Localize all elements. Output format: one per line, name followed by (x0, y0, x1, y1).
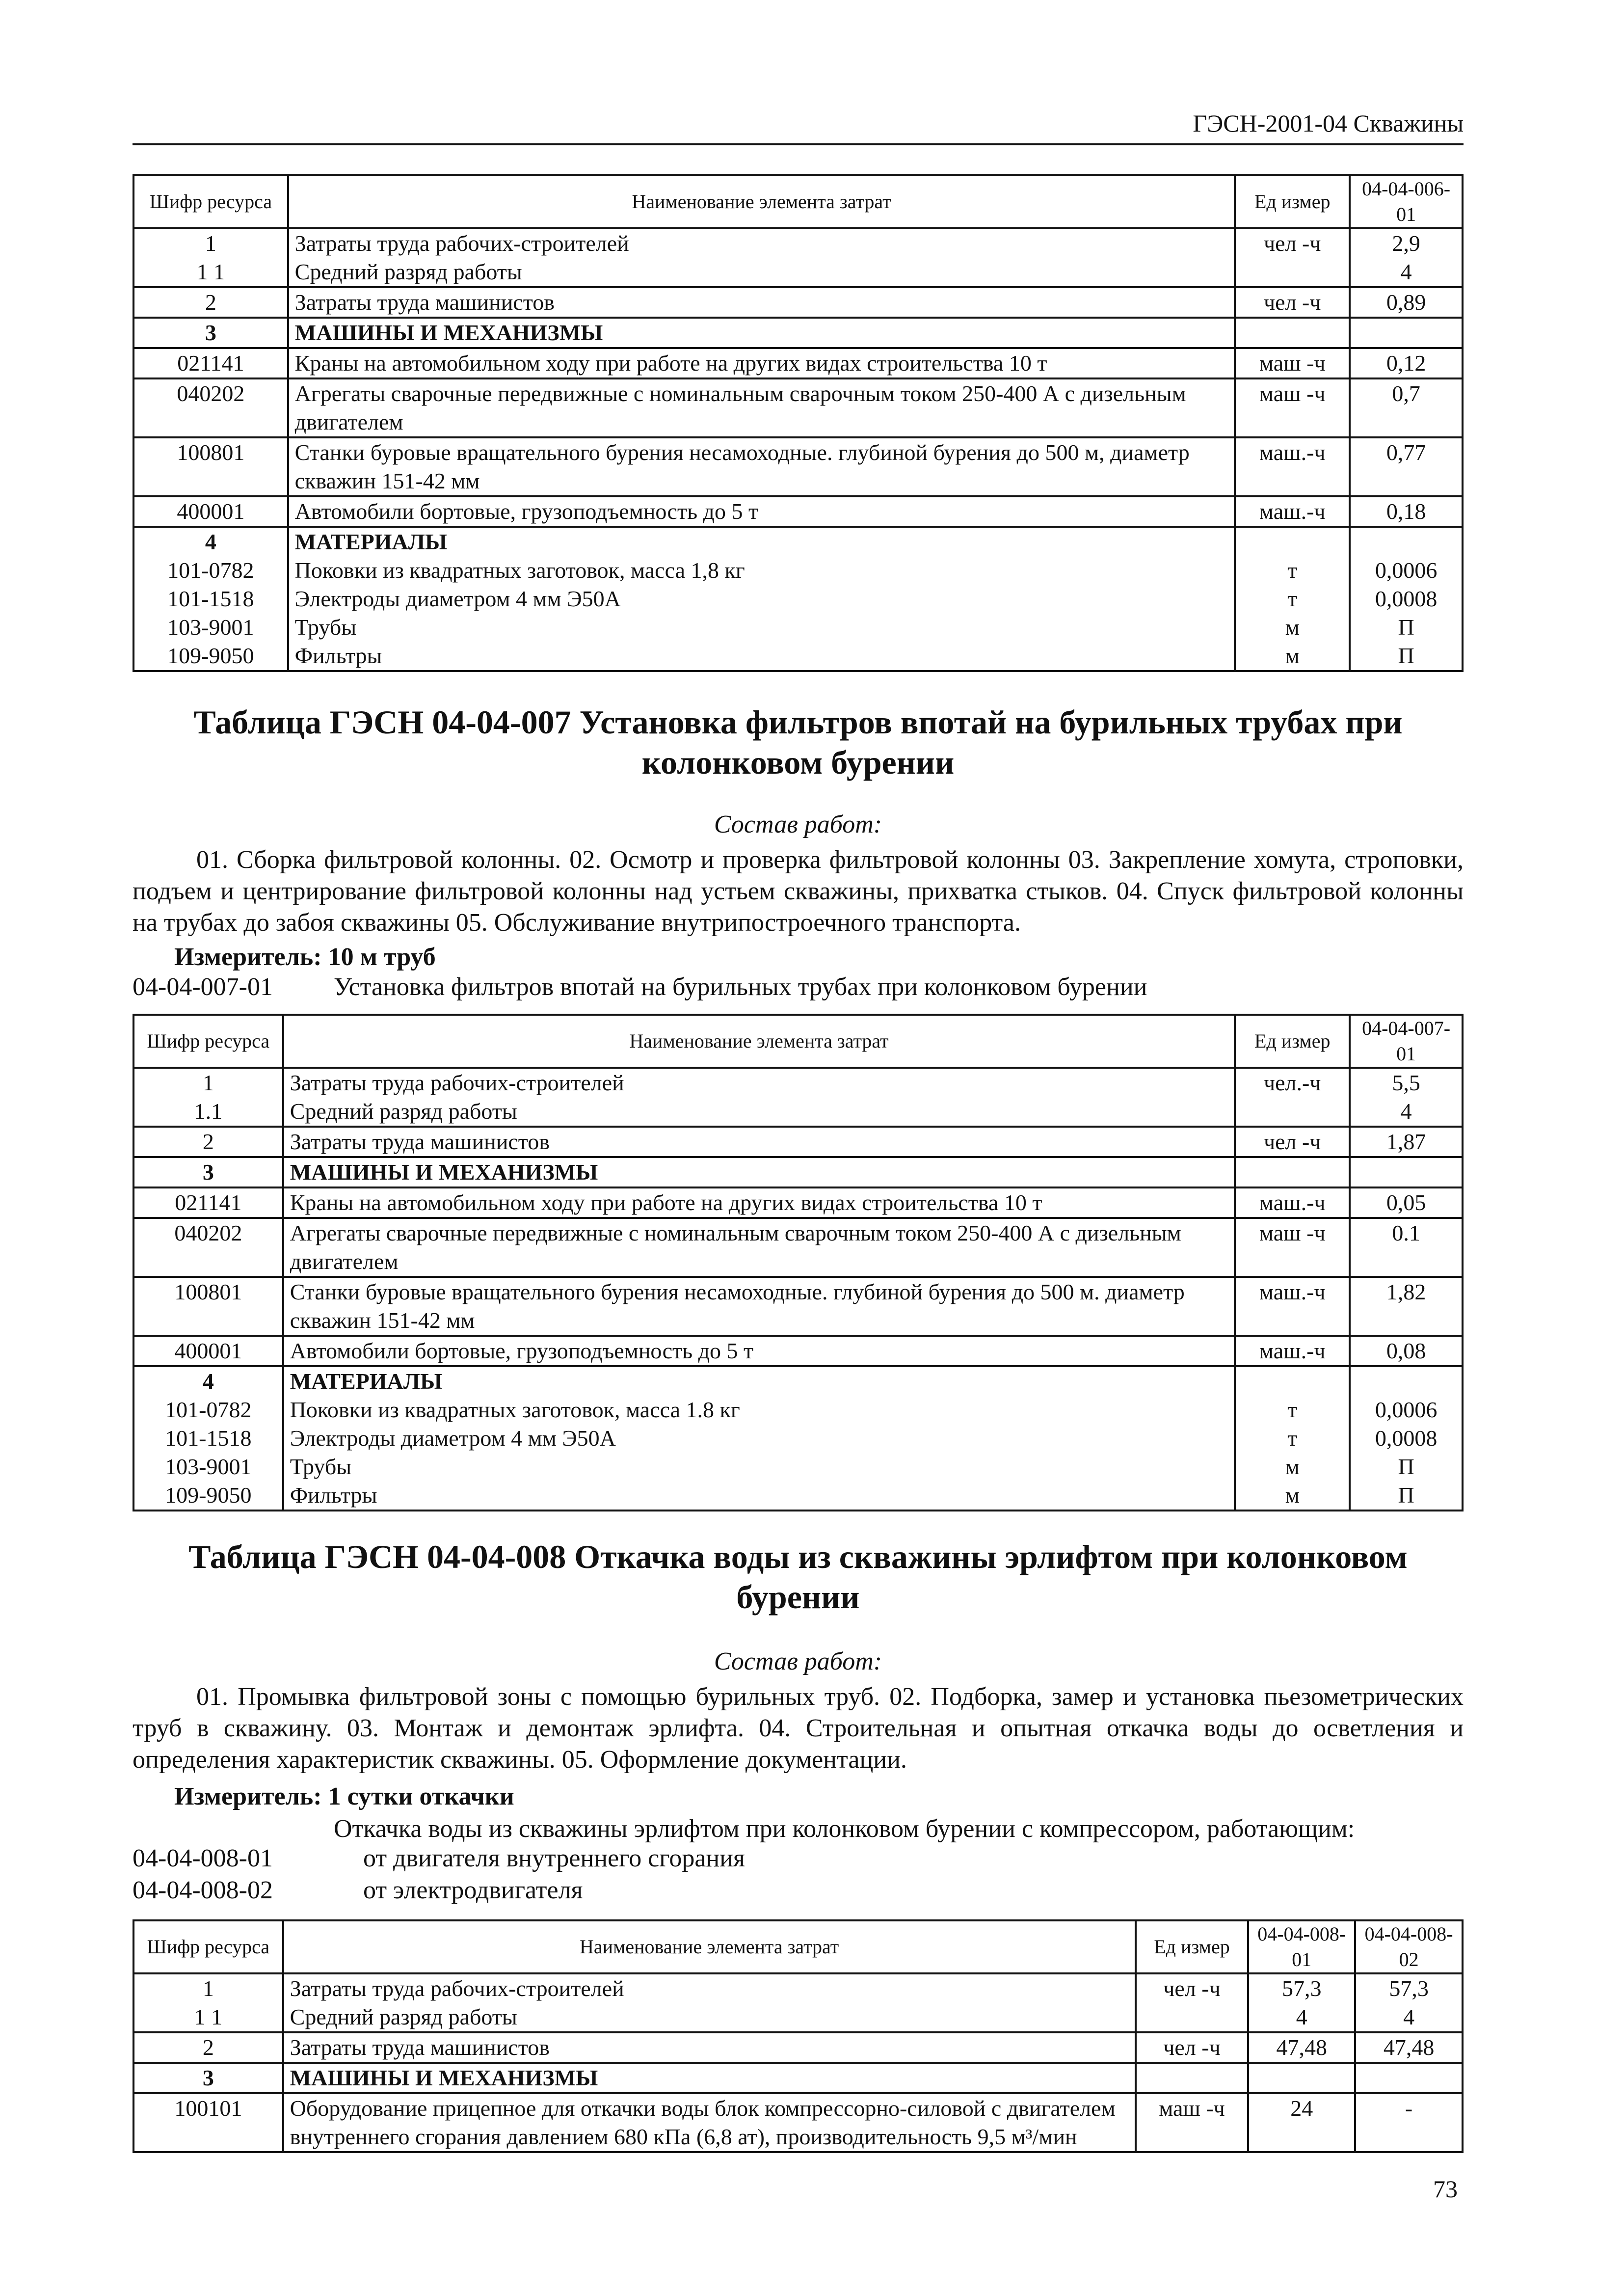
resource-name: Затраты труда рабочих-строителей (283, 1068, 1235, 1097)
page-number: 73 (1433, 2175, 1458, 2203)
table-row (133, 1973, 1463, 2003)
composition-label: Состав работ: (714, 810, 882, 838)
resource-name: Затраты труда рабочих-строителей (288, 228, 1235, 258)
resource-name: Агрегаты сварочные передвижные с номинальным сварочным током 250-400 А с дизельным двигателем (288, 378, 1235, 437)
resource-name: Краны на автомобильном ходу при работе на других видах строительства 10 т (288, 348, 1235, 378)
resource-value: 0,77 (1350, 437, 1463, 496)
resource-value: П (1350, 1453, 1463, 1481)
table-row (133, 318, 1463, 348)
resource-value: 0,0008 (1350, 1424, 1463, 1453)
resource-unit (1136, 2063, 1249, 2093)
table-row (133, 2003, 1463, 2032)
header-name: Наименование элемента затрат (283, 1920, 1136, 1973)
resource-value: 5,5 (1350, 1068, 1463, 1097)
resource-value (1350, 1366, 1463, 1396)
resource-value: 4 (1350, 1097, 1463, 1127)
table-body (133, 1973, 1463, 2152)
resource-value: 0,7 (1350, 378, 1463, 437)
norm-variant-code: 04-04-008-01 (133, 1844, 273, 1872)
norm-variant (133, 1843, 745, 1874)
table-row (133, 556, 1463, 585)
resource-value: 47,48 (1355, 2032, 1463, 2063)
resource-unit (1136, 2003, 1249, 2032)
resource-unit: м (1235, 1453, 1350, 1481)
resource-value: 2,9 (1350, 228, 1463, 258)
table-row (133, 2093, 1463, 2152)
resource-unit (1235, 258, 1350, 287)
table-row (133, 1396, 1463, 1424)
header-norm-column-2: 04-04-008-02 (1355, 1920, 1463, 1973)
resource-code: 400001 (133, 1336, 283, 1366)
resource-name: Станки буровые вращательного бурения несамоходные. глубиной бурения до 500 м. диаметр скважин 151-42 мм (283, 1277, 1235, 1336)
resource-unit: маш -ч (1136, 2093, 1249, 2152)
table-row (133, 527, 1463, 556)
resource-name: Оборудование прицепное для откачки воды блок компрессорно-силовой с двигателем внутреннего сгорания давлением 680 кПа (6,8 ат), производительность 9,5 м³/мин (283, 2093, 1136, 2152)
resource-value: 47,48 (1248, 2032, 1355, 2063)
resource-name: Трубы (288, 613, 1235, 642)
table-row (133, 1157, 1463, 1187)
header-norm-column: 04-04-007-01 (1350, 1015, 1463, 1068)
resource-code: 103-9001 (133, 613, 288, 642)
resource-code: 101-1518 (133, 1424, 283, 1453)
norm-variant-text: от двигателя внутреннего сгорания (363, 1844, 745, 1872)
resource-value: П (1350, 642, 1463, 671)
resource-value: 0,12 (1350, 348, 1463, 378)
norm-variant-code: 04-04-007-01 (133, 973, 273, 1001)
table-row (133, 1424, 1463, 1453)
resource-code: 101-1518 (133, 585, 288, 613)
resource-code: 100801 (133, 1277, 283, 1336)
resource-unit: маш.-ч (1235, 1187, 1350, 1218)
table-row (133, 348, 1463, 378)
header-unit: Ед измер (1136, 1920, 1249, 1973)
table-row (133, 1068, 1463, 1097)
table-row (133, 2063, 1463, 2093)
resource-unit: чел.-ч (1235, 1068, 1350, 1097)
resource-value: 1,82 (1350, 1277, 1463, 1336)
resource-code: 2 (133, 1127, 283, 1157)
resource-code: 3 (133, 1157, 283, 1187)
resource-value: 0,08 (1350, 1336, 1463, 1366)
resource-code: 1.1 (133, 1097, 283, 1127)
resource-name: Фильтры (283, 1481, 1235, 1511)
resource-unit: чел -ч (1136, 1973, 1249, 2003)
resource-value: 0.1 (1350, 1218, 1463, 1277)
header-name: Наименование элемента затрат (288, 175, 1235, 228)
resource-value: 24 (1248, 2093, 1355, 2152)
resource-table-006 (133, 174, 1464, 672)
resource-value: 0,0006 (1350, 1396, 1463, 1424)
resource-table-007 (133, 1014, 1464, 1511)
resource-unit: т (1235, 1424, 1350, 1453)
resource-unit: маш.-ч (1235, 1336, 1350, 1366)
resource-unit: т (1235, 1396, 1350, 1424)
norm-variant (133, 1875, 583, 1906)
table-row (133, 287, 1463, 318)
resource-code: 100801 (133, 437, 288, 496)
resource-value: 4 (1248, 2003, 1355, 2032)
resource-code: 400001 (133, 496, 288, 527)
resource-name: Станки буровые вращательного бурения несамоходные. глубиной бурения до 500 м, диаметр скважин 151-42 мм (288, 437, 1235, 496)
resource-value: 1,87 (1350, 1127, 1463, 1157)
resource-code: 040202 (133, 378, 288, 437)
table-row (133, 585, 1463, 613)
resource-name: Автомобили бортовые, грузоподъемность до 5 т (288, 496, 1235, 527)
resource-code: 101-0782 (133, 556, 288, 585)
resource-name: Автомобили бортовые, грузоподъемность до 5 т (283, 1336, 1235, 1366)
resource-value (1350, 527, 1463, 556)
resource-name: Затраты труда машинистов (288, 287, 1235, 318)
resource-unit (1235, 318, 1350, 348)
resource-unit: чел -ч (1235, 1127, 1350, 1157)
header-unit: Ед измер (1235, 175, 1350, 228)
resource-value: 4 (1350, 258, 1463, 287)
resource-unit: чел -ч (1136, 2032, 1249, 2063)
table-row (133, 228, 1463, 258)
resource-unit: маш -ч (1235, 348, 1350, 378)
resource-code: 1 1 (133, 2003, 283, 2032)
resource-name: Средний разряд работы (288, 258, 1235, 287)
resource-value: П (1350, 1481, 1463, 1511)
resource-name: МАШИНЫ И МЕХАНИЗМЫ (283, 2063, 1136, 2093)
resource-value: 57,3 (1355, 1973, 1463, 2003)
resource-unit: чел -ч (1235, 287, 1350, 318)
table-row (133, 258, 1463, 287)
resource-value (1248, 2063, 1355, 2093)
resource-unit: чел -ч (1235, 228, 1350, 258)
header-code: Шифр ресурса (133, 1015, 283, 1068)
resource-name: Фильтры (288, 642, 1235, 671)
resource-value: 0,0008 (1350, 585, 1463, 613)
resource-code: 103-9001 (133, 1453, 283, 1481)
resource-unit: маш.-ч (1235, 437, 1350, 496)
resource-name: Затраты труда рабочих-строителей (283, 1973, 1136, 2003)
resource-code: 109-9050 (133, 642, 288, 671)
resource-unit (1235, 1366, 1350, 1396)
resource-name: Трубы (283, 1453, 1235, 1481)
resource-name: Средний разряд работы (283, 2003, 1136, 2032)
resource-name: Краны на автомобильном ходу при работе на других видах строительства 10 т (283, 1187, 1235, 1218)
table-row (133, 437, 1463, 496)
running-head: ГЭСН-2001-04 Скважины (133, 109, 1464, 145)
resource-name: Электроды диаметром 4 мм Э50А (288, 585, 1235, 613)
resource-unit (1235, 527, 1350, 556)
resource-code: 101-0782 (133, 1396, 283, 1424)
resource-unit (1235, 1157, 1350, 1187)
table-row (133, 1336, 1463, 1366)
resource-name: МАТЕРИАЛЫ (288, 527, 1235, 556)
resource-code: 040202 (133, 1218, 283, 1277)
table-row (133, 1277, 1463, 1336)
resource-unit: м (1235, 642, 1350, 671)
resource-value: 0,0006 (1350, 556, 1463, 585)
resource-code: 4 (133, 1366, 283, 1396)
resource-unit: маш.-ч (1235, 1277, 1350, 1336)
resource-name: Средний разряд работы (283, 1097, 1235, 1127)
table-row (133, 1127, 1463, 1157)
resource-unit: т (1235, 556, 1350, 585)
resource-unit: маш.-ч (1235, 496, 1350, 527)
variants-intro: Откачка воды из скважины эрлифтом при колонковом бурении с компрессором, работающим: (334, 1815, 1355, 1843)
resource-unit (1235, 1097, 1350, 1127)
resource-code: 1 (133, 1973, 283, 2003)
composition-text: 01. Сборка фильтровой колонны. 02. Осмотр и проверка фильтровой колонны 03. Закрепление хомута, строповки, подъем и центрирование фильтровой колонны над устьем скважины, прихватка стыков. 04. Спуск фильтровой колонны на трубах до забоя скважины 05. Обслуживание внутрипостроечного транспорта. (133, 846, 1464, 937)
resource-code: 3 (133, 318, 288, 348)
composition-text: 01. Промывка фильтровой зоны с помощью бурильных труб. 02. Подборка, замер и установка пьезометрических труб в скважину. 03. Монтаж и демонтаж эрлифта. 04. Строительная и опытная откачка воды до осветления и определения характеристик скважины. 05. Оформление документации. (133, 1683, 1464, 1774)
header-norm-column: 04-04-006-01 (1350, 175, 1463, 228)
resource-code: 021141 (133, 1187, 283, 1218)
resource-name: Электроды диаметром 4 мм Э50А (283, 1424, 1235, 1453)
resource-name: Затраты труда машинистов (283, 2032, 1136, 2063)
norm-variant (133, 972, 1147, 1002)
resource-name: Поковки из квадратных заготовок, масса 1,8 кг (288, 556, 1235, 585)
header-name: Наименование элемента затрат (283, 1015, 1235, 1068)
resource-code: 3 (133, 2063, 283, 2093)
table-row (133, 642, 1463, 671)
table-row (133, 1366, 1463, 1396)
resource-code: 109-9050 (133, 1481, 283, 1511)
norm-variant-text: Установка фильтров впотай на бурильных трубах при колонковом бурении (334, 973, 1147, 1001)
table-row (133, 1453, 1463, 1481)
resource-name: Поковки из квадратных заготовок, масса 1.8 кг (283, 1396, 1235, 1424)
resource-code: 2 (133, 2032, 283, 2063)
table-row (133, 1187, 1463, 1218)
resource-code: 021141 (133, 348, 288, 378)
table-title-007: Таблица ГЭСН 04-04-007 Установка фильтров впотай на бурильных трубах при колонковом бурении (193, 703, 1403, 781)
resource-name: Затраты труда машинистов (283, 1127, 1235, 1157)
header-unit: Ед измер (1235, 1015, 1350, 1068)
table-body (133, 1068, 1463, 1511)
resource-name: МАТЕРИАЛЫ (283, 1366, 1235, 1396)
table-row (133, 613, 1463, 642)
resource-value: 4 (1355, 2003, 1463, 2032)
table-row (133, 1097, 1463, 1127)
resource-value: - (1355, 2093, 1463, 2152)
table-row (133, 1218, 1463, 1277)
resource-value: 0,05 (1350, 1187, 1463, 1218)
resource-value (1350, 1157, 1463, 1187)
header-code: Шифр ресурса (133, 175, 288, 228)
resource-value (1350, 318, 1463, 348)
resource-name: Агрегаты сварочные передвижные с номинальным сварочным током 250-400 А с дизельным двигателем (283, 1218, 1235, 1277)
resource-unit: маш -ч (1235, 378, 1350, 437)
resource-code: 1 1 (133, 258, 288, 287)
composition-label: Состав работ: (714, 1647, 882, 1675)
norm-variant-text: от электродвигателя (363, 1876, 583, 1904)
header-code: Шифр ресурса (133, 1920, 283, 1973)
table-row (133, 496, 1463, 527)
resource-code: 2 (133, 287, 288, 318)
measure-unit: Измеритель: 10 м труб (174, 943, 436, 971)
resource-name: МАШИНЫ И МЕХАНИЗМЫ (288, 318, 1235, 348)
norm-variant-code: 04-04-008-02 (133, 1876, 273, 1904)
resource-code: 100101 (133, 2093, 283, 2152)
header-norm-column-1: 04-04-008-01 (1248, 1920, 1355, 1973)
resource-unit: м (1235, 1481, 1350, 1511)
resource-value: П (1350, 613, 1463, 642)
table-row (133, 2032, 1463, 2063)
table-body (133, 228, 1463, 671)
table-title-008: Таблица ГЭСН 04-04-008 Откачка воды из скважины эрлифтом при колонковом бурении (188, 1538, 1408, 1616)
resource-value: 0,89 (1350, 287, 1463, 318)
resource-value (1355, 2063, 1463, 2093)
table-row (133, 1481, 1463, 1511)
resource-unit: т (1235, 585, 1350, 613)
resource-code: 1 (133, 1068, 283, 1097)
resource-value: 0,18 (1350, 496, 1463, 527)
measure-unit: Измеритель: 1 сутки откачки (174, 1782, 514, 1810)
resource-name: МАШИНЫ И МЕХАНИЗМЫ (283, 1157, 1235, 1187)
resource-code: 1 (133, 228, 288, 258)
resource-table-008 (133, 1919, 1464, 2153)
table-row (133, 378, 1463, 437)
resource-unit: маш -ч (1235, 1218, 1350, 1277)
resource-code: 4 (133, 527, 288, 556)
resource-value: 57,3 (1248, 1973, 1355, 2003)
resource-unit: м (1235, 613, 1350, 642)
